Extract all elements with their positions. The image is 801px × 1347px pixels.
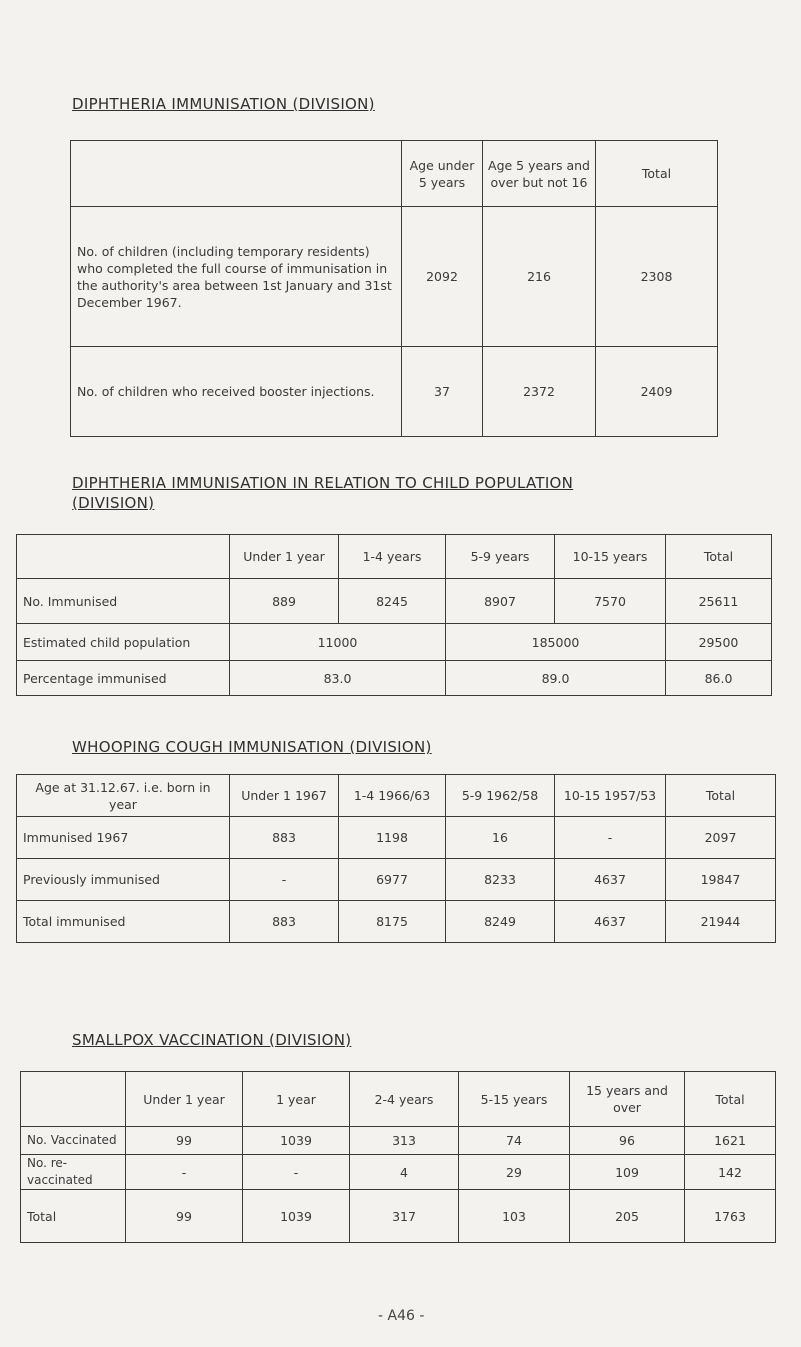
row-label: No. Immunised [17,579,230,624]
cell: 4 [350,1155,459,1190]
row-label: Total immunised [17,901,230,943]
cell: 29500 [666,624,772,661]
cell: - [555,817,666,859]
header-cell: Total [666,775,776,817]
header-cell: 15 years and over [570,1072,685,1127]
header-cell: Age at 31.12.67. i.e. born in year [17,775,230,817]
cell: 16 [446,817,555,859]
row-label: No. re-vaccinated [21,1155,126,1190]
cell: 889 [230,579,339,624]
population-table [16,534,772,696]
cell: 2092 [402,207,483,347]
cell: 8233 [446,859,555,901]
diphtheria-table [70,140,718,437]
cell: 2409 [596,347,718,437]
row-label: Total [21,1190,126,1243]
corner-cell [71,141,402,207]
cell: 1763 [685,1190,776,1243]
cell: 86.0 [666,661,772,696]
cell: 99 [126,1190,243,1243]
row-label: Previously immunised [17,859,230,901]
smallpox-table [20,1071,776,1243]
header-cell: 10-15 1957/53 [555,775,666,817]
diphtheria-population-title: DIPHTHERIA IMMUNISATION IN RELATION TO CHILD POPULATION [72,474,574,492]
cell: - [230,859,339,901]
cell: 1039 [243,1127,350,1155]
cell: 142 [685,1155,776,1190]
cell: 185000 [446,624,666,661]
cell: 313 [350,1127,459,1155]
cell: 2372 [483,347,596,437]
cell: 8907 [446,579,555,624]
cell: 216 [483,207,596,347]
cell: 205 [570,1190,685,1243]
cell: 4637 [555,901,666,943]
diphtheria-title: DIPHTHERIA IMMUNISATION (DIVISION) [72,95,375,113]
cell: 7570 [555,579,666,624]
cell: 99 [126,1127,243,1155]
cell: 103 [459,1190,570,1243]
cell: 83.0 [230,661,446,696]
cell: 29 [459,1155,570,1190]
cell: 11000 [230,624,446,661]
cell: 25611 [666,579,772,624]
cell: 4637 [555,859,666,901]
header-cell: 2-4 years [350,1072,459,1127]
corner-cell [17,535,230,579]
row-label-completed: No. of children (including temporary residents) who completed the full course of immunisation in the authority's area between 1st January and 31st December 1967. [71,207,402,347]
cell: 74 [459,1127,570,1155]
cell: 8245 [339,579,446,624]
header-cell: 5-9 years [446,535,555,579]
corner-cell [21,1072,126,1127]
header-cell: Under 1 1967 [230,775,339,817]
row-label: No. Vaccinated [21,1127,126,1155]
cell: 1039 [243,1190,350,1243]
cell: 317 [350,1190,459,1243]
cell: 89.0 [446,661,666,696]
row-label-booster: No. of children who received booster injections. [71,347,402,437]
row-label: Percentage immunised [17,661,230,696]
header-under5: Age under 5 years [402,141,483,207]
page-number: - A46 - [378,1308,425,1324]
header-cell: Total [685,1072,776,1127]
cell: 96 [570,1127,685,1155]
header-cell: 1 year [243,1072,350,1127]
header-5-16: Age 5 years and over but not 16 [483,141,596,207]
cell: 8175 [339,901,446,943]
header-cell: Total [666,535,772,579]
cell: 19847 [666,859,776,901]
cell: 109 [570,1155,685,1190]
cell: 37 [402,347,483,437]
cell: 8249 [446,901,555,943]
cell: 6977 [339,859,446,901]
cell: - [243,1155,350,1190]
header-total: Total [596,141,718,207]
cell: 1621 [685,1127,776,1155]
header-cell: Under 1 year [126,1072,243,1127]
header-cell: 10-15 years [555,535,666,579]
cell: 883 [230,901,339,943]
diphtheria-population-subtitle: (DIVISION) [72,494,155,512]
whooping-cough-table [16,774,776,943]
smallpox-title: SMALLPOX VACCINATION (DIVISION) [72,1031,352,1049]
cell: - [126,1155,243,1190]
header-cell: 1-4 1966/63 [339,775,446,817]
cell: 21944 [666,901,776,943]
row-label: Immunised 1967 [17,817,230,859]
header-cell: Under 1 year [230,535,339,579]
header-cell: 5-9 1962/58 [446,775,555,817]
cell: 2097 [666,817,776,859]
header-cell: 5-15 years [459,1072,570,1127]
whooping-cough-title: WHOOPING COUGH IMMUNISATION (DIVISION) [72,738,432,756]
header-cell: 1-4 years [339,535,446,579]
cell: 1198 [339,817,446,859]
cell: 883 [230,817,339,859]
row-label: Estimated child population [17,624,230,661]
cell: 2308 [596,207,718,347]
